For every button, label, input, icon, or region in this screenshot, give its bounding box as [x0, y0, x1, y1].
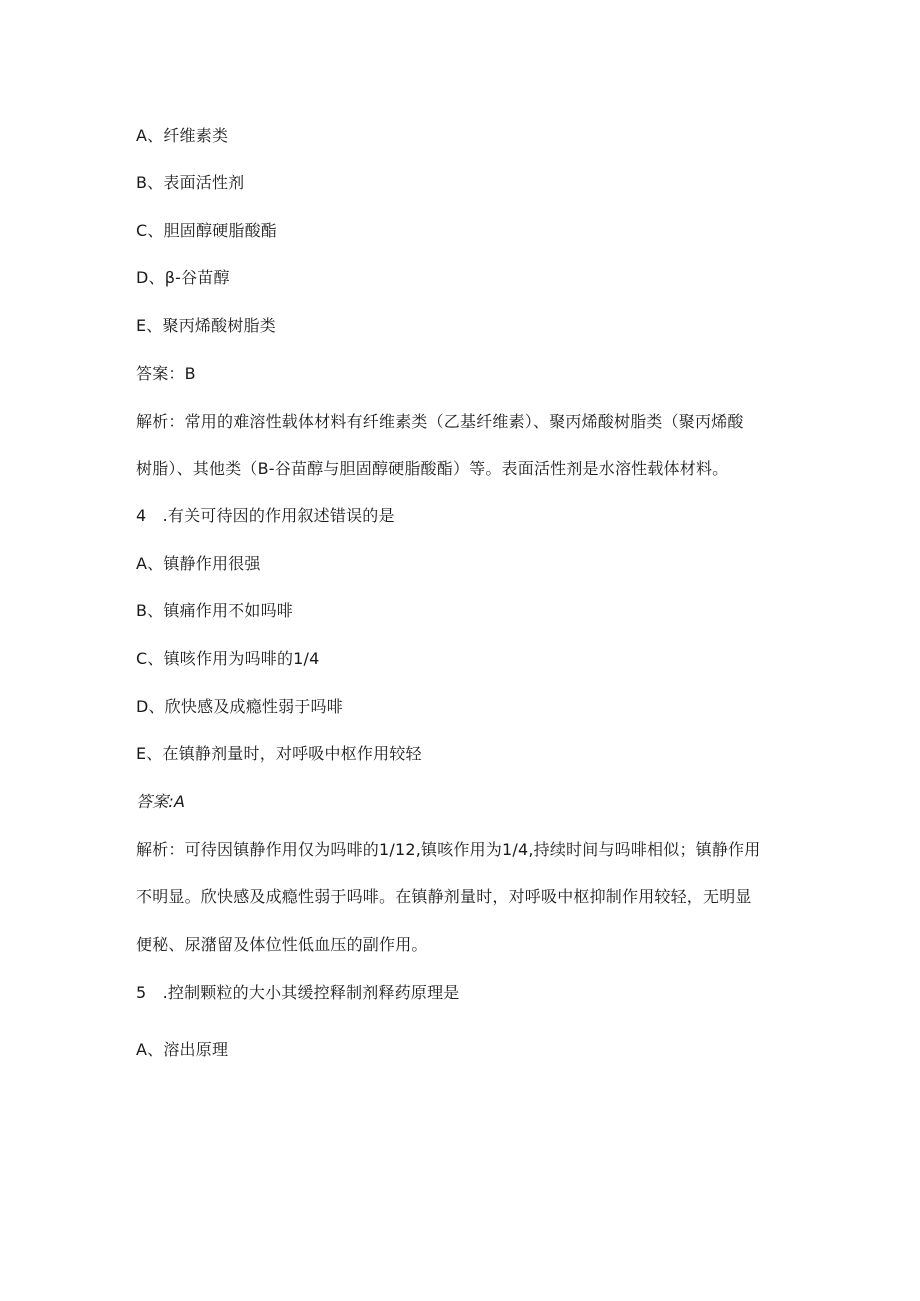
- q3-explanation-line-1: 解析：常用的难溶性载体材料有纤维素类（乙基纤维素）、聚丙烯酸树脂类（聚丙烯酸: [136, 412, 744, 431]
- q5-question: 5 .控制颗粒的大小其缓控释制剂释药原理是: [136, 983, 460, 1002]
- q4-question: 4 .有关可待因的作用叙述错误的是: [136, 506, 395, 525]
- q4-explanation-line-2: 不明显。欣快感及成瘾性弱于吗啡。在镇静剂量时，对呼吸中枢抑制作用较轻，无明显: [136, 887, 752, 906]
- q3-option-c: C、胆固醇硬脂酸酯: [136, 221, 277, 240]
- q4-option-e: E、在镇静剂量时，对呼吸中枢作用较轻: [136, 744, 422, 763]
- q4-option-a: A、镇静作用很强: [136, 554, 261, 573]
- q3-option-a: A、纤维素类: [136, 126, 229, 145]
- q3-option-b: B、表面活性剂: [136, 173, 245, 192]
- q4-option-c: C、镇咳作用为吗啡的1/4: [136, 649, 320, 668]
- q4-answer: 答案:A: [136, 792, 186, 811]
- q4-option-d: D、欣快感及成瘾性弱于吗啡: [136, 697, 343, 716]
- q4-explanation-line-1: 解析：可待因镇静作用仅为吗啡的1/12,镇咳作用为1/4,持续时间与吗啡相似；镇静作用: [136, 840, 761, 859]
- q3-option-d: D、β-谷苗醇: [136, 268, 230, 287]
- q3-answer: 答案：B: [136, 364, 196, 383]
- q4-option-b: B、镇痛作用不如吗啡: [136, 601, 293, 620]
- q3-option-e: E、聚丙烯酸树脂类: [136, 316, 276, 335]
- q5-option-a: A、溶出原理: [136, 1040, 229, 1059]
- q4-explanation-line-3: 便秘、尿潴留及体位性低血压的副作用。: [136, 935, 428, 954]
- q3-explanation-line-2: 树脂）、其他类（B-谷苗醇与胆固醇硬脂酸酯）等。表面活性剂是水溶性载体材料。: [136, 459, 729, 478]
